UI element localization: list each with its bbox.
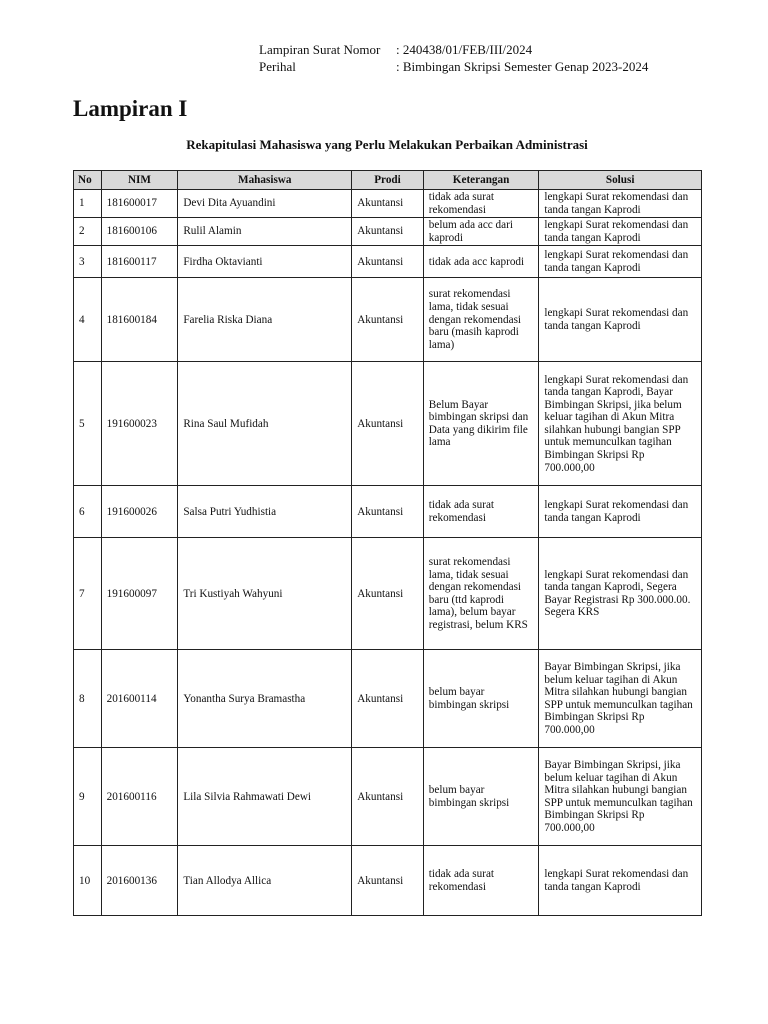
table-body [74,190,702,916]
cell-keterangan: Belum Bayar bimbingan skripsi dan Data yang dikirim file lama [423,362,539,486]
cell-keterangan: tidak ada acc kaprodi [423,246,539,278]
cell-prodi: Akuntansi [352,486,424,538]
cell-prodi: Akuntansi [352,218,424,246]
cell-keterangan: tidak ada surat rekomendasi [423,846,539,916]
col-header-mahasiswa: Mahasiswa [178,171,352,190]
cell-prodi: Akuntansi [352,650,424,748]
cell-no: 10 [74,846,102,916]
perihal-label: Perihal [259,59,296,74]
table-row [74,362,702,486]
cell-nim: 181600017 [101,190,178,218]
table-caption: Rekapitulasi Mahasiswa yang Perlu Melakukan Perbaikan Administrasi [186,137,588,152]
cell-no: 1 [74,190,102,218]
cell-no: 4 [74,278,102,362]
cell-nim: 191600023 [101,362,178,486]
cell-nim: 201600136 [101,846,178,916]
lampiran-label: Lampiran Surat Nomor [259,42,381,57]
table-row [74,218,702,246]
lampiran-number: : 240438/01/FEB/III/2024 [396,42,533,57]
cell-nim: 191600097 [101,538,178,650]
table-row [74,846,702,916]
cell-mahasiswa: Firdha Oktavianti [178,246,352,278]
cell-no: 3 [74,246,102,278]
cell-prodi: Akuntansi [352,538,424,650]
table-row [74,190,702,218]
table-row [74,486,702,538]
table-row [74,246,702,278]
col-header-nim: NIM [101,171,178,190]
cell-no: 8 [74,650,102,748]
cell-solusi: lengkapi Surat rekomendasi dan tanda tangan Kaprodi, Segera Bayar Registrasi Rp 300.000.00. Segera KRS [539,538,702,650]
cell-solusi: Bayar Bimbingan Skripsi, jika belum keluar tagihan di Akun Mitra silahkan hubungi bangian SPP untuk memunculkan tagihan Bimbingan Skripsi Rp 700.000,00 [539,748,702,846]
col-header-prodi: Prodi [352,171,424,190]
cell-prodi: Akuntansi [352,362,424,486]
cell-prodi: Akuntansi [352,246,424,278]
cell-solusi: lengkapi Surat rekomendasi dan tanda tangan Kaprodi [539,486,702,538]
cell-mahasiswa: Farelia Riska Diana [178,278,352,362]
col-header-no: No [74,171,102,190]
cell-no: 6 [74,486,102,538]
cell-nim: 181600184 [101,278,178,362]
cell-prodi: Akuntansi [352,278,424,362]
cell-nim: 181600106 [101,218,178,246]
cell-keterangan: belum bayar bimbingan skripsi [423,748,539,846]
cell-mahasiswa: Tian Allodya Allica [178,846,352,916]
cell-solusi: lengkapi Surat rekomendasi dan tanda tangan Kaprodi, Bayar Bimbingan Skripsi, jika belum keluar tagihan di Akun Mitra silahkan hubungi bangian SPP untuk memunculkan tagihan Bimbingan Skripsi Rp 700.000,00 [539,362,702,486]
cell-mahasiswa: Devi Dita Ayuandini [178,190,352,218]
table-row [74,650,702,748]
cell-prodi: Akuntansi [352,748,424,846]
cell-prodi: Akuntansi [352,846,424,916]
col-header-solusi: Solusi [539,171,702,190]
cell-keterangan: tidak ada surat rekomendasi [423,190,539,218]
cell-keterangan: belum bayar bimbingan skripsi [423,650,539,748]
cell-solusi: lengkapi Surat rekomendasi dan tanda tangan Kaprodi [539,218,702,246]
cell-solusi: Bayar Bimbingan Skripsi, jika belum keluar tagihan di Akun Mitra silahkan hubungi bangian SPP untuk memunculkan tagihan Bimbingan Skripsi Rp 700.000,00 [539,650,702,748]
perihal-value: : Bimbingan Skripsi Semester Genap 2023-2024 [396,59,649,74]
cell-keterangan: surat rekomendasi lama, tidak sesuai dengan rekomendasi baru (ttd kaprodi lama), belum bayar registrasi, belum KRS [423,538,539,650]
cell-nim: 201600116 [101,748,178,846]
cell-no: 5 [74,362,102,486]
cell-mahasiswa: Lila Silvia Rahmawati Dewi [178,748,352,846]
cell-mahasiswa: Tri Kustiyah Wahyuni [178,538,352,650]
cell-keterangan: surat rekomendasi lama, tidak sesuai dengan rekomendasi baru (masih kaprodi lama) [423,278,539,362]
cell-no: 2 [74,218,102,246]
table-row [74,538,702,650]
cell-mahasiswa: Salsa Putri Yudhistia [178,486,352,538]
recap-table [73,170,702,916]
col-header-keterangan: Keterangan [423,171,539,190]
cell-mahasiswa: Rina Saul Mufidah [178,362,352,486]
page-title: Lampiran I [73,96,188,121]
cell-keterangan: tidak ada surat rekomendasi [423,486,539,538]
cell-nim: 201600114 [101,650,178,748]
cell-solusi: lengkapi Surat rekomendasi dan tanda tangan Kaprodi [539,246,702,278]
cell-no: 7 [74,538,102,650]
cell-keterangan: belum ada acc dari kaprodi [423,218,539,246]
table-header-row [74,171,702,190]
table-row [74,748,702,846]
cell-no: 9 [74,748,102,846]
cell-mahasiswa: Yonantha Surya Bramastha [178,650,352,748]
table-row [74,278,702,362]
cell-mahasiswa: Rulil Alamin [178,218,352,246]
cell-nim: 181600117 [101,246,178,278]
cell-nim: 191600026 [101,486,178,538]
cell-solusi: lengkapi Surat rekomendasi dan tanda tangan Kaprodi [539,846,702,916]
cell-solusi: lengkapi Surat rekomendasi dan tanda tangan Kaprodi [539,190,702,218]
cell-prodi: Akuntansi [352,190,424,218]
cell-solusi: lengkapi Surat rekomendasi dan tanda tangan Kaprodi [539,278,702,362]
